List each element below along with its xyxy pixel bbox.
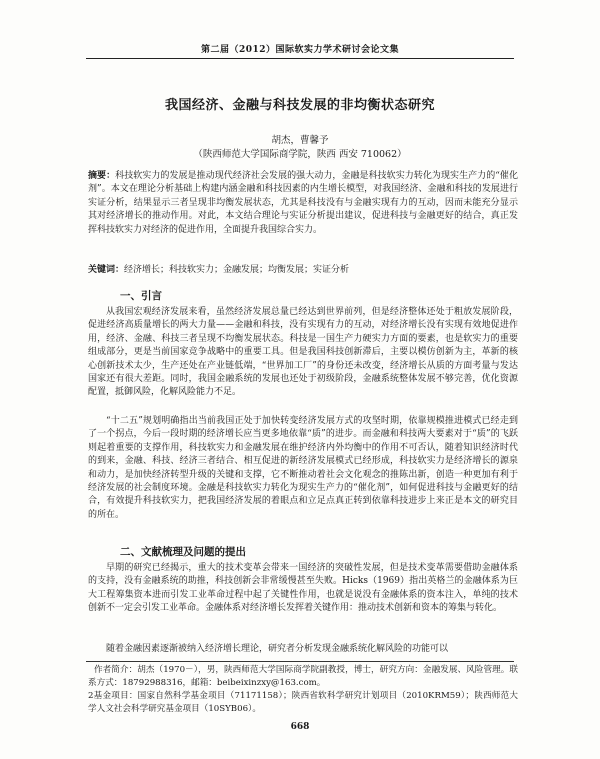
paragraph: 从我国宏观经济发展来看，虽然经济发展总量已经达到世界前列，但是经济整体还处于粗放发展阶段，促进经济高质量增长的两大力量——金融和科技，没有实现有力的互动，对经济增长没有实现有效地促进作用，经济、金融、科技三者呈现不均衡发展状态。科技是一国生产力硬实力方面的要素，也是软实力的重要组成部分，更是当前国家竞争战略中的重要工具。但是我国科技创新滞后，主要以模仿创新为主，革新的核心创新技术太少，生产还处在产业链低端，“世界加工厂”的身份还未改变，经济增长从质的方面考量与发达国家还有很大差距。同时，我国金融系统的发展也还处于初级阶段，金融系统整体发展不够完善，优化资源配置，抵御风险，化解风险能力不足。 <box>88 307 518 398</box>
keywords <box>88 264 518 277</box>
footnote-marker: 2 <box>88 691 94 701</box>
footnote-author-bio: 作者简介：胡杰（1970－），男，陕西师范大学国际商学院副教授，博士，研究方向：金融发展、风险管理。联系方式：18792988316，邮箱：beibeixinzxy@163.com。 <box>88 665 518 688</box>
footnote-funding-text: 基金项目：国家自然科学基金项目（71171158）；陕西省软科学研究计划项目（2010KRM59）；陕西师范大学人文社会科学研究基金项目（10SYB06）。 <box>88 691 518 714</box>
keywords-label: 关键词： <box>88 265 125 275</box>
abstract <box>88 170 518 237</box>
footnote-funding <box>88 690 518 716</box>
page-number: 668 <box>290 722 310 732</box>
authors: 胡杰，曹馨予 <box>271 135 329 146</box>
footnote-rule <box>86 661 514 662</box>
affiliation: （陕西师范大学国际商学院，陕西 西安 710062） <box>193 149 407 160</box>
footnotes <box>88 664 518 716</box>
paper-title: 我国经济、金融与科技发展的非均衡状态研究 <box>164 98 435 113</box>
abstract-text: 科技软实力的发展是推动现代经济社会发展的强大动力，金融是科技软实力转化为现实生产力的“催化剂”。本文在理论分析基础上构建内涵金融和科技因素的内生增长模型，对我国经济、金融和科技的发展进行实证分析，结果显示三者呈现非均衡发展状态，尤其是科技没有与金融实现有力的互动，因而未能充分显示其对经济增长的推动作用。对此，本文结合理论与实证分析提出建议，促进科技与金融更好的结合，真正发挥科技软实力对经济的促进作用，全面提升我国综合实力。 <box>88 171 518 235</box>
section-heading-introduction: 一、引言 <box>120 290 162 302</box>
paragraph: 随着金融因素逐渐被纳入经济增长理论，研究者分析发现金融系统化解风险的功能可以 <box>106 644 449 654</box>
abstract-label: 摘要： <box>88 171 116 181</box>
paragraph: 早期的研究已经揭示，重大的技术变革会带来一国经济的突破性发展，但是技术变革需要借助金融体系的支持，没有金融系统的助推，科技创新会非常缓慢甚至失败。Hicks（1969）指出英格兰的金融体系为巨大工程筹集资本进而引发工业革命过程中起了关键性作用，也就是说没有金融体系的资本注入，单纯的技术创新不一定会引发工业革命。金融体系对经济增长发挥着关键作用：推动技术创新和资本的筹集与转化。 <box>88 563 518 614</box>
section-heading-literature: 二、文献梳理及问题的提出 <box>120 546 246 558</box>
header-rule <box>86 58 514 59</box>
keywords-text: 经济增长；科技软实力；金融发展；均衡发展；实证分析 <box>124 265 350 275</box>
running-head: 第二届（2012）国际软实力学术研讨会论文集 <box>200 45 400 55</box>
paragraph: “十二五”规划明确指出当前我国正处于加快转变经济发展方式的攻坚时期，依靠规模推进模式已经走到了一个拐点，今后一段时期的经济增长应当更多地依靠“质”的进步。而金融和科技两大要素对于“质”的飞跃则起着重要的支撑作用，科技软实力和金融发展在维护经济内外均衡中的作用不可否认，随着知识经济时代的到来，金融、科技、经济三者结合、相互促进的新经济发展模式已经形成，科技软实力是经济增长的源泉和动力，是加快经济转型升级的关键和支撑，它不断推动着社会文化观念的推陈出新，创造一种更加有利于经济发展的社会制度环境。金融是科技软实力转化为现实生产力的“催化剂”，如何促进科技与金融更好的结合，有效提升科技软实力，把我国经济发展的着眼点和立足点真正转到依靠科技进步上来正是本文的研究目的所在。 <box>88 416 518 520</box>
